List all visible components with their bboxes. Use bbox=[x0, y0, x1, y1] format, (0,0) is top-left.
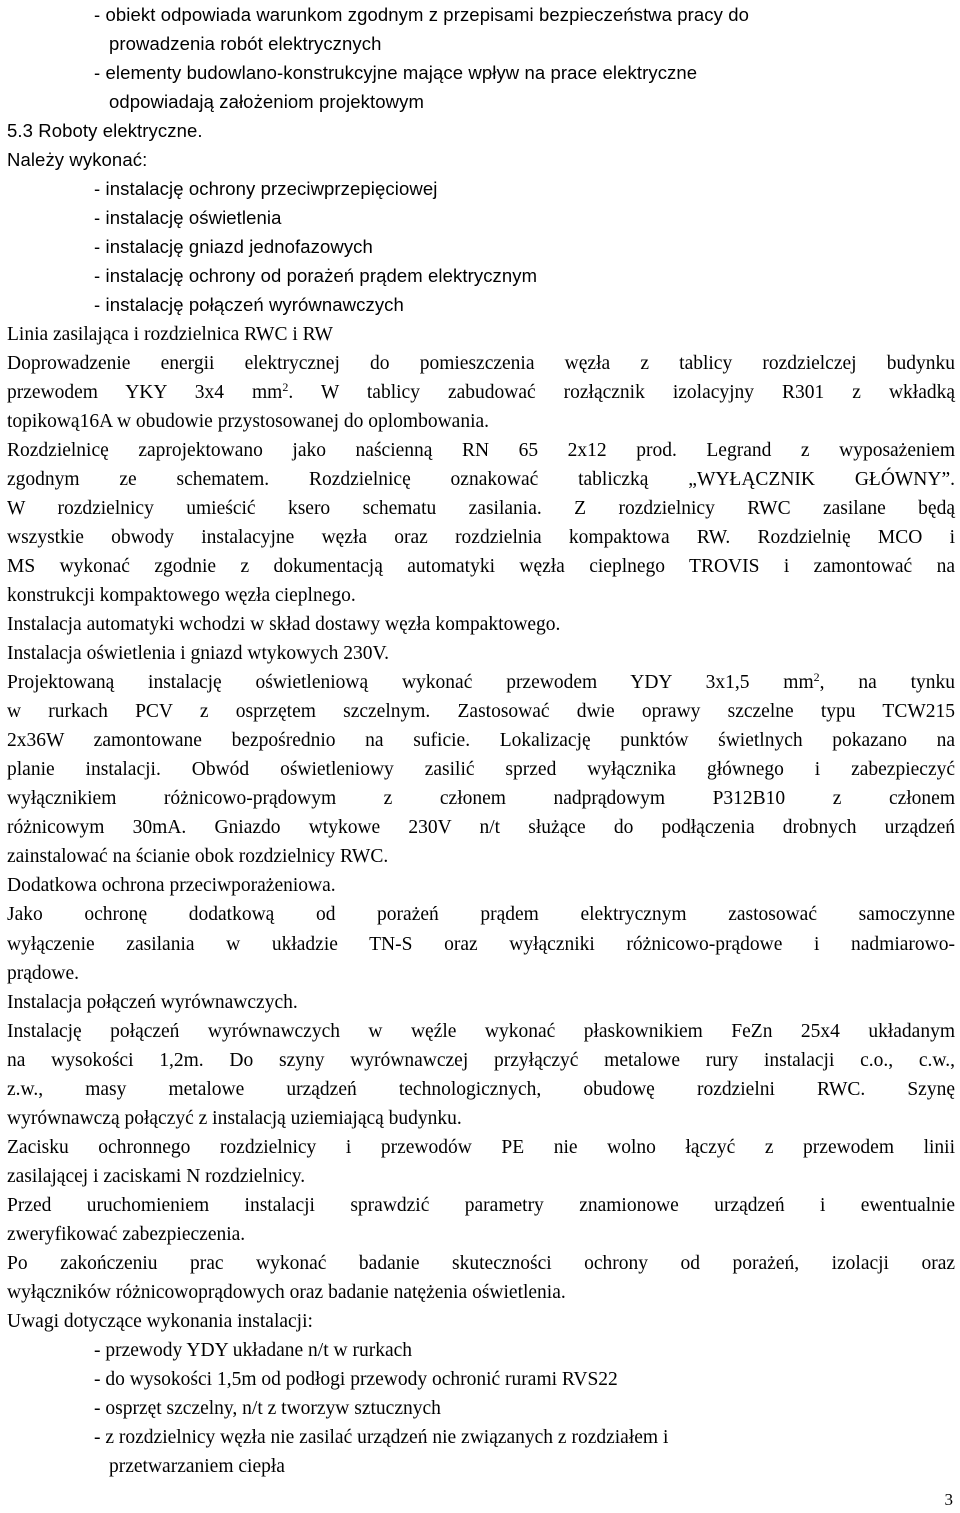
text-line: różnicowym 30mA. Gniazdo wtykowe 230V n/t służące do podłączenia drobnych urządzeń bbox=[7, 817, 955, 839]
text-line: Rozdzielnicę zaprojektowano jako naścienną RN 65 2x12 prod. Legrand z wyposażeniem bbox=[7, 439, 955, 461]
list-item: - przewody YDY układane n/t w rurkach bbox=[94, 1340, 413, 1362]
text-line: odpowiadają założeniom projektowym bbox=[109, 91, 424, 113]
text-run: . W tablicy zabudować rozłącznik izolacyjny R301 z wkładką bbox=[288, 381, 956, 403]
list-item: - instalację połączeń wyrównawczych bbox=[94, 294, 404, 316]
text-line: wyłącznikiem różnicowo-prądowym z członem nadprądowym P312B10 z członem bbox=[7, 788, 955, 810]
text-line bbox=[7, 378, 955, 407]
text-line: z.w., masy metalowe urządzeń technologicznych, obudowę rozdzielni RWC. Szynę bbox=[7, 1078, 955, 1100]
document-body bbox=[7, 0, 955, 1481]
text-line: Przed uruchomieniem instalacji sprawdzić parametry znamionowe urządzeń i ewentualnie bbox=[7, 1194, 955, 1216]
text-line: zgodnym ze schematem. Rozdzielnicę oznakować tabliczką „WYŁĄCZNIK GŁÓWNY”. bbox=[7, 468, 955, 490]
text-run: Projektowaną instalację oświetleniową wykonać przewodem YDY 3x1,5 mm bbox=[7, 672, 814, 694]
text-line: Należy wykonać: bbox=[7, 149, 148, 171]
text-line: wyrównawczą połączyć z instalacją uziemiającą budynku. bbox=[7, 1107, 462, 1129]
text-line: zainstalować na ścianie obok rozdzielnicy RWC. bbox=[7, 846, 389, 868]
text-line: - obiekt odpowiada warunkom zgodnym z przepisami bezpieczeństwa pracy do bbox=[94, 4, 750, 25]
subheading: Instalacja połączeń wyrównawczych. bbox=[7, 991, 298, 1013]
section-heading: 5.3 Roboty elektryczne. bbox=[7, 120, 203, 142]
text-line: prowadzenia robót elektrycznych bbox=[109, 33, 382, 55]
text-line: Doprowadzenie energii elektrycznej do pomieszczenia węzła z tablicy rozdzielczej budynku bbox=[7, 352, 955, 374]
list-item: - instalację gniazd jednofazowych bbox=[94, 236, 373, 258]
text-line: w rurkach PCV z osprzętem szczelnym. Zastosować dwie oprawy szczelne typu TCW215 bbox=[7, 701, 955, 723]
list-item: - instalację ochrony przeciwprzepięciowej bbox=[94, 178, 438, 200]
list-item: - z rozdzielnicy węzła nie zasilać urządzeń nie związanych z rozdziałem i bbox=[94, 1427, 669, 1449]
page-number: 3 bbox=[944, 1490, 953, 1509]
text-line: MS wykonać zgodnie z dokumentacją automatyki węzła cieplnego TROVIS i zamontować na bbox=[7, 555, 955, 577]
subheading: Linia zasilająca i rozdzielnica RWC i RW bbox=[7, 323, 333, 345]
subheading: Dodatkowa ochrona przeciwporażeniowa. bbox=[7, 875, 336, 897]
text-line: wyłączników różnicowoprądowych oraz badanie natężenia oświetlenia. bbox=[7, 1282, 566, 1304]
superscript: 2 bbox=[282, 379, 289, 394]
text-line: na wysokości 1,2m. Do szyny wyrównawczej przyłączyć metalowe rury instalacji c.o., c.w., bbox=[7, 1049, 955, 1071]
text-line: zasilającej i zaciskami N rozdzielnicy. bbox=[7, 1165, 306, 1187]
superscript: 2 bbox=[813, 670, 820, 685]
subheading: Uwagi dotyczące wykonania instalacji: bbox=[7, 1311, 313, 1333]
list-item-continuation: przetwarzaniem ciepła bbox=[109, 1456, 285, 1478]
text-run: , na tynku bbox=[819, 672, 955, 694]
text-line: Instalacja automatyki wchodzi w skład dostawy węzła kompaktowego. bbox=[7, 613, 561, 635]
text-line: zweryfikować zabezpieczenia. bbox=[7, 1223, 246, 1245]
text-line: wszystkie obwody instalacyjne węzła oraz rozdzielnia kompaktowa RW. Rozdzielnię MCO i bbox=[7, 526, 955, 548]
list-item: - osprzęt szczelny, n/t z tworzyw sztucznych bbox=[94, 1398, 441, 1420]
list-item: - instalację ochrony od porażeń prądem elektrycznym bbox=[94, 265, 538, 287]
text-line: topikową16A w obudowie przystosowanej do oplombowania. bbox=[7, 410, 490, 432]
text-run: przewodem YKY 3x4 mm bbox=[7, 381, 283, 403]
text-line: 2x36W zamontowane bezpośrednio na suficie. Lokalizację punktów świetlnych pokazano na bbox=[7, 730, 955, 752]
text-line: Instalację połączeń wyrównawczych w węźle wykonać płaskownikiem FeZn 25x4 układanym bbox=[7, 1020, 955, 1042]
text-line: W rozdzielnicy umieścić ksero schematu zasilania. Z rozdzielnicy RWC zasilane będą bbox=[7, 497, 955, 519]
text-line: Zacisku ochronnego rozdzielnicy i przewodów PE nie wolno łączyć z przewodem linii bbox=[7, 1136, 955, 1158]
text-line: prądowe. bbox=[7, 962, 80, 984]
text-line: Jako ochronę dodatkową od porażeń prądem elektrycznym zastosować samoczynne bbox=[7, 904, 955, 926]
text-line: wyłączenie zasilania w układzie TN-S oraz wyłączniki różnicowo-prądowe i nadmiarowo- bbox=[7, 933, 955, 955]
text-line: Po zakończeniu prac wykonać badanie skuteczności ochrony od porażeń, izolacji oraz bbox=[7, 1253, 955, 1275]
list-item: - do wysokości 1,5m od podłogi przewody ochronić rurami RVS22 bbox=[94, 1369, 618, 1391]
list-item: - instalację oświetlenia bbox=[94, 207, 282, 229]
text-line: - elementy budowlano-konstrukcyjne mające wpływ na prace elektryczne bbox=[94, 62, 698, 84]
subheading: Instalacja oświetlenia i gniazd wtykowych 230V. bbox=[7, 643, 389, 665]
text-line: konstrukcji kompaktowego węzła cieplnego. bbox=[7, 584, 356, 606]
text-line: planie instalacji. Obwód oświetleniowy zasilić sprzed wyłącznika głównego i zabezpieczyć bbox=[7, 759, 955, 781]
text-line bbox=[7, 668, 955, 697]
